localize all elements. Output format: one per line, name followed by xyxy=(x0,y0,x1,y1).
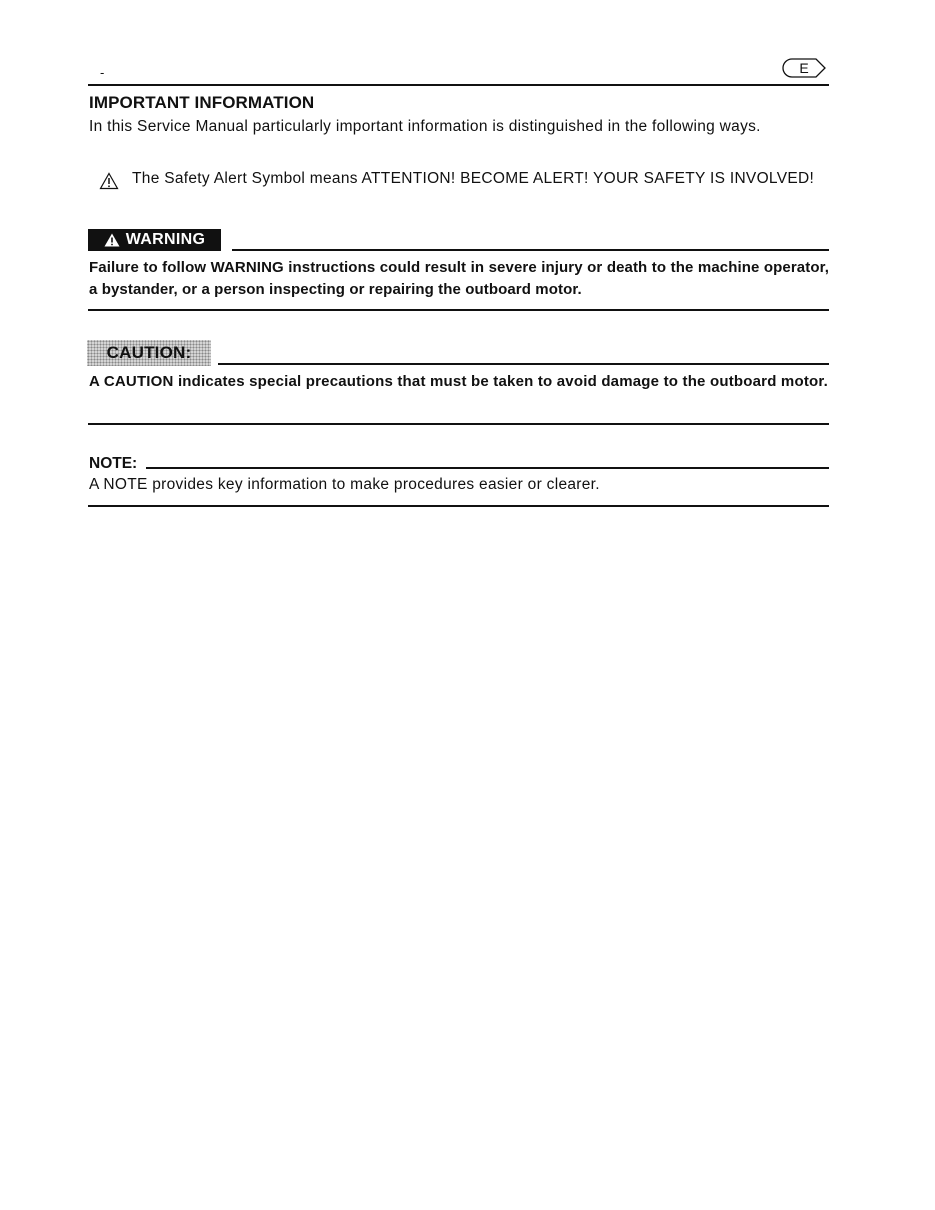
note-label: NOTE: xyxy=(89,455,138,472)
caution-footer-rule xyxy=(88,423,829,425)
warning-badge xyxy=(88,229,221,251)
warning-header-rule xyxy=(232,249,829,251)
language-tab xyxy=(782,58,826,78)
header-rule xyxy=(88,84,829,86)
warning-triangle-icon xyxy=(99,172,119,190)
intro-paragraph: In this Service Manual particularly important information is distinguished in the following ways. xyxy=(89,118,761,135)
page-title: IMPORTANT INFORMATION xyxy=(89,93,315,112)
caution-text: A CAUTION indicates special precautions that must be taken to avoid damage to the outboard motor. xyxy=(89,373,828,390)
warning-triangle-icon xyxy=(104,233,120,247)
warning-label: WARNING xyxy=(125,231,206,248)
note-footer-rule xyxy=(88,505,829,507)
note-text: A NOTE provides key information to make procedures easier or clearer. xyxy=(89,476,600,493)
language-tab-letter: E xyxy=(799,60,809,76)
caution-badge: CAUTION: xyxy=(87,340,211,366)
header-dash: - xyxy=(100,65,105,80)
caution-header-rule xyxy=(218,363,829,365)
warning-text: Failure to follow WARNING instructions could result in severe injury or death to the machine operator, a bystander, or a person inspecting or repairing the outboard motor. xyxy=(89,259,829,298)
warning-footer-rule xyxy=(88,309,829,311)
safety-alert-text: The Safety Alert Symbol means ATTENTION! BECOME ALERT! YOUR SAFETY IS INVOLVED! xyxy=(132,170,815,187)
note-header-rule xyxy=(146,467,829,469)
